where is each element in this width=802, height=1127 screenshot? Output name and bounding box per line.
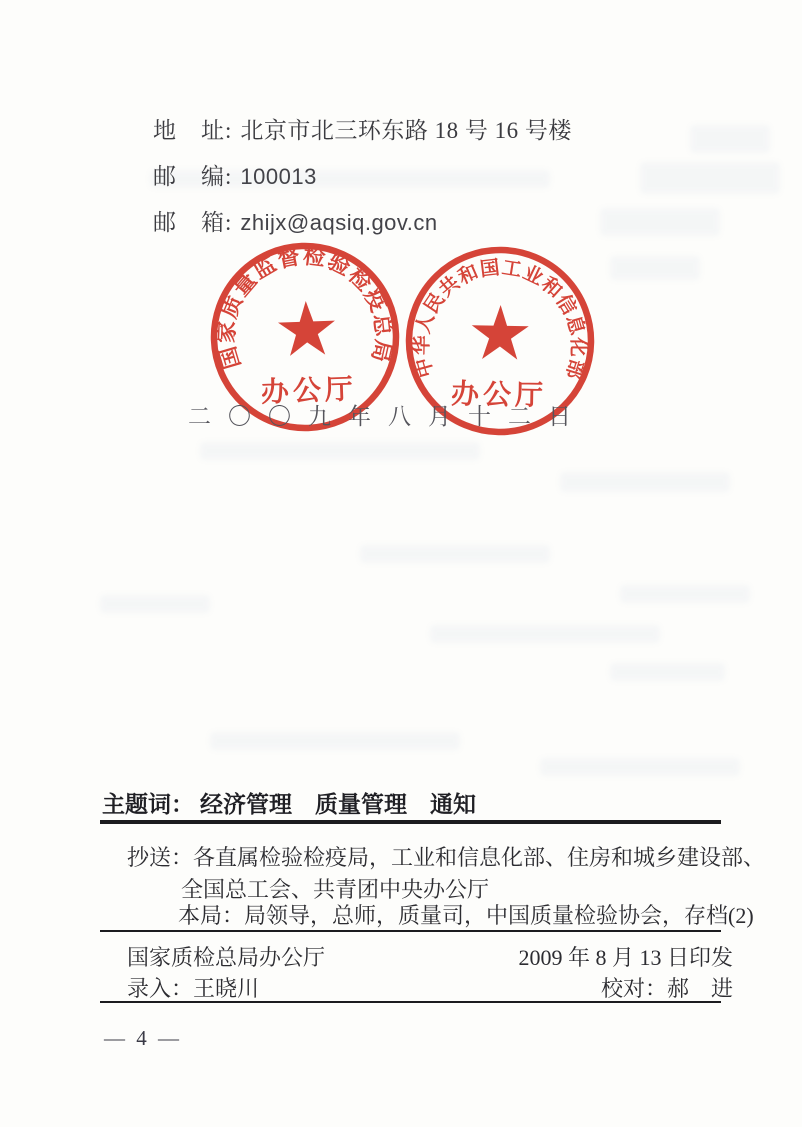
seal-office-text: 办公厅 [450,379,548,412]
star-icon [471,305,529,360]
issue-date: 二〇〇九年八月十二日 [188,404,588,429]
bleed-through-artifact [540,758,740,776]
postcode-value: 100013 [240,164,317,189]
proofreader: 校对：郝 进 [600,976,733,1001]
address-label: 地 址: [153,118,233,143]
svg-text:国家质量监督检验检疫总局 [210,240,398,372]
bleed-through-artifact [690,125,770,153]
print-date: 2009 年 8 月 13 日印发 [518,945,733,970]
postcode-label: 邮 编: [153,164,233,189]
divider-thick [100,820,721,824]
issuing-office: 国家质检总局办公厅 [127,945,326,970]
email-label: 邮 箱: [153,210,233,235]
bleed-through-artifact [200,442,480,460]
address-row [153,112,572,158]
seal-ring-text: 国家质量监督检验检疫总局 [213,242,397,372]
bleed-through-artifact [610,663,725,681]
bleed-through-artifact [560,472,730,492]
star-icon [277,300,336,356]
seal-office-text: 办公厅 [260,374,358,409]
cc-line-2: 全国总工会、共青团中央办公厅 [181,877,490,902]
cc-label: 抄送： [127,845,194,870]
colophon-row-1 [100,941,733,972]
bleed-through-artifact [620,585,750,603]
bleed-through-artifact [360,545,550,563]
cc-internal-line: 本局：局领导，总师，质量司，中国质量检验协会，存档(2) [178,903,754,928]
cc-recipients-1: 各直属检验检疫局，工业和信息化部、住房和城乡建设部、 [193,845,766,870]
colophon-row-2 [100,972,733,1003]
bleed-through-artifact [600,208,720,236]
seal-ring-text: 中华人民共和国工业和信息化部 [411,257,589,383]
subject-keywords: 经济管理 质量管理 通知 [200,792,476,817]
postcode-row [153,158,572,204]
contact-block [153,112,572,250]
divider-bottom [100,1001,721,1003]
email-value: zhijx@aqsiq.gov.cn [240,210,438,235]
bleed-through-artifact [640,162,780,194]
subject-keywords-row [102,786,476,819]
divider-mid [100,930,721,932]
bleed-through-artifact [610,256,700,280]
bleed-through-artifact [430,625,660,643]
cc-line-1 [127,841,765,872]
page-number: — 4 — [104,1026,182,1050]
address-value: 北京市北三环东路 18 号 16 号楼 [240,118,572,143]
bleed-through-artifact [100,595,210,613]
bleed-through-artifact [210,732,460,750]
typist: 录入：王晓川 [127,976,260,1001]
subject-label: 主题词： [102,792,194,817]
